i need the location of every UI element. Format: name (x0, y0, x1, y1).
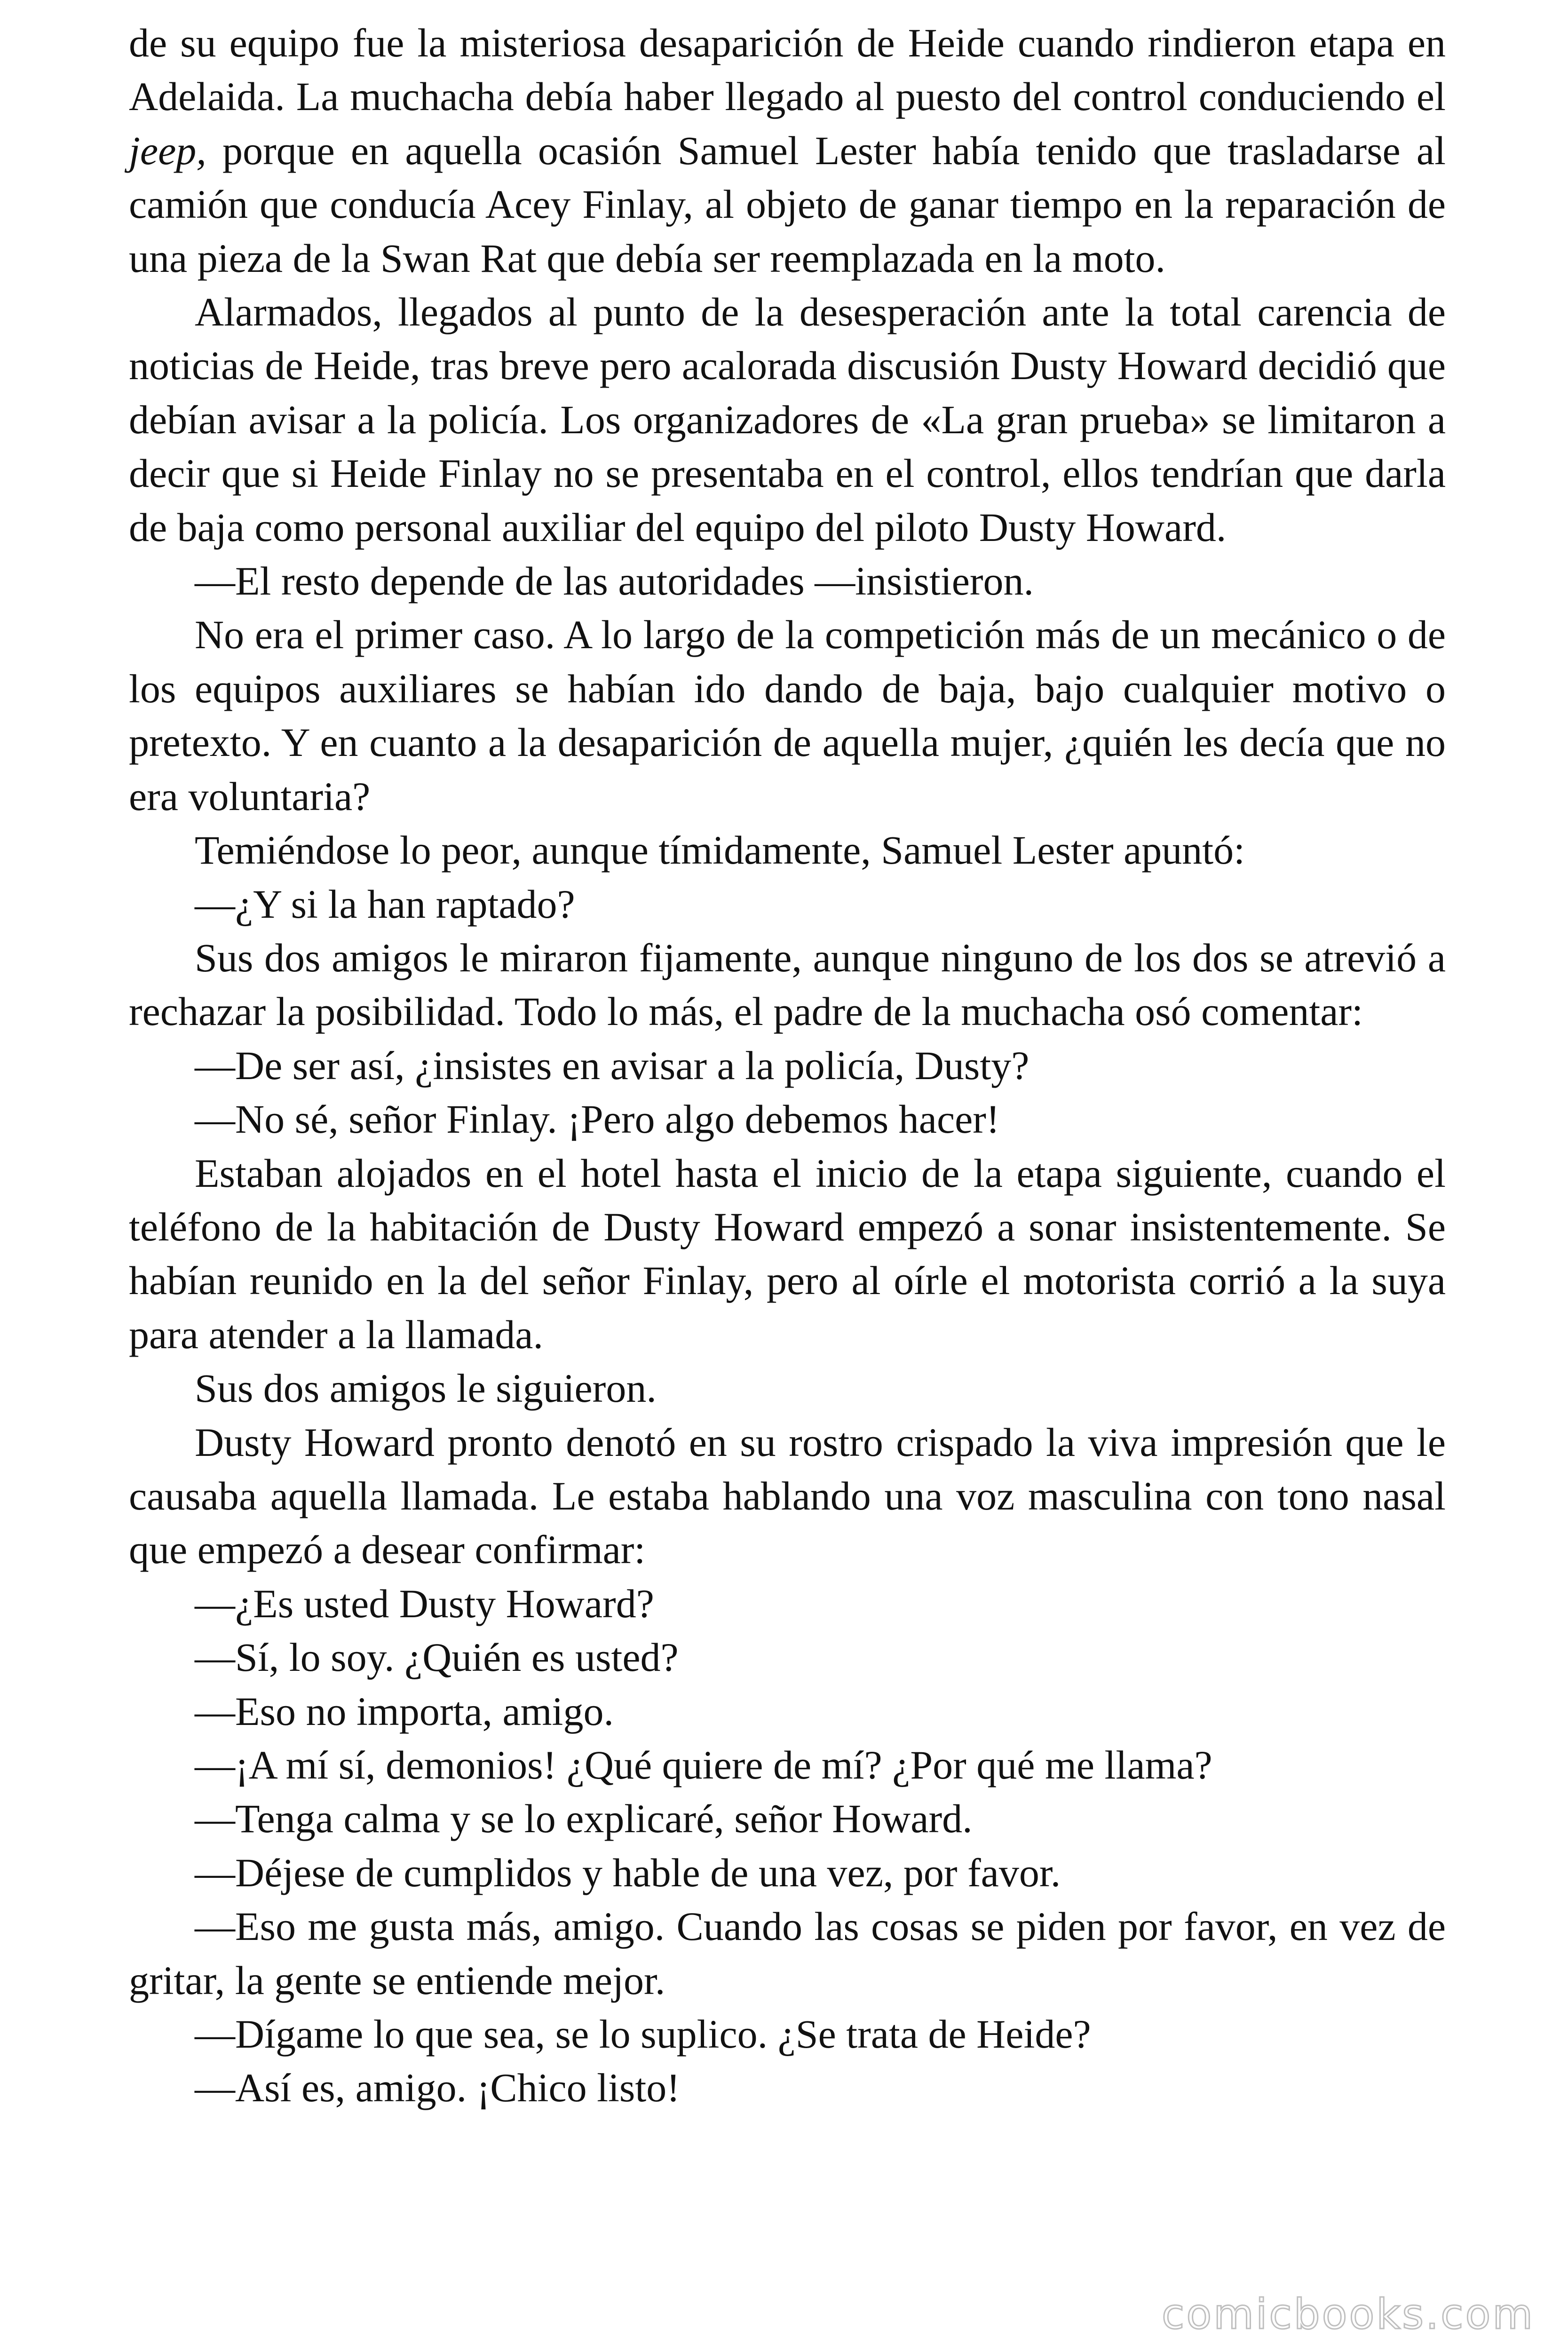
watermark: comicbooks.com (1162, 2290, 1535, 2338)
dialogue-line: —¡A mí sí, demonios! ¿Qué quiere de mí? ¿Por qué me llama? (195, 1742, 1212, 1788)
jeep-italic: jeep, (129, 127, 206, 173)
paragraph-2: Alarmados, llegados al punto de la desesperación ante la total carencia de noticias de Heide, tras breve pero acalorada discusión Dusty Howard decidió que debían avisar a la policía. Los organizadores de «La gran prueba» se limitaron a decir que si Heide Finlay no se presentaba en el control, ellos tendrían que darla de baja como personal auxiliar del equipo del piloto Dusty Howard. (129, 289, 1446, 550)
paragraph-1 (129, 16, 1446, 285)
dialogue-line: —Dígame lo que sea, se lo suplico. ¿Se trata de Heide? (195, 2011, 1091, 2057)
paragraph-1-part-b: porque en aquella ocasión Samuel Lester había tenido que trasladarse al camión que conducía Acey Finlay, al objeto de ganar tiempo en la reparación de una pieza de la Swan Rat que debía ser reemplazada en la moto. (129, 127, 1446, 281)
dialogue-line: —Eso no importa, amigo. (195, 1688, 614, 1734)
paragraph-10: Estaban alojados en el hotel hasta el inicio de la etapa siguiente, cuando el teléfono de la habitación de Dusty Howard empezó a sonar insistentemente. Se habían reunido en la del señor Finlay, pero al oírle el motorista corrió a la suya para atender a la llamada. (129, 1150, 1446, 1357)
paragraph-4: No era el primer caso. A lo largo de la competición más de un mecánico o de los equipos auxiliares se habían ido dando de baja, bajo cualquier motivo o pretexto. Y en cuanto a la desaparición de aquella mujer, ¿quién les decía que no era voluntaria? (129, 612, 1446, 819)
dialogue-line: —Así es, amigo. ¡Chico listo! (195, 2065, 680, 2111)
dialogue-line: —Déjese de cumplidos y hable de una vez, por favor. (195, 1850, 1061, 1895)
dialogue-line: —No sé, señor Finlay. ¡Pero algo debemos hacer! (195, 1097, 1000, 1142)
dialogue-line: —El resto depende de las autoridades —insistieron. (195, 558, 1034, 604)
paragraph-11: Sus dos amigos le siguieron. (195, 1366, 657, 1411)
dialogue-line: —De ser así, ¿insistes en avisar a la policía, Dusty? (195, 1042, 1029, 1088)
book-page (129, 16, 1446, 2115)
dialogue-line: —Sí, lo soy. ¿Quién es usted? (195, 1635, 679, 1680)
dialogue-line: —Tenga calma y se lo explicaré, señor Howard. (195, 1796, 973, 1842)
dialogue-line: —Eso me gusta más, amigo. Cuando las cosas se piden por favor, en vez de gritar, la gente se entiende mejor. (129, 1904, 1446, 2003)
paragraph-12: Dusty Howard pronto denotó en su rostro crispado la viva impresión que le causaba aquella llamada. Le estaba hablando una voz masculina con tono nasal que empezó a desear confirmar: (129, 1419, 1446, 1573)
dialogue-line: —¿Es usted Dusty Howard? (195, 1581, 654, 1626)
dialogue-line: —¿Y si la han raptado? (195, 881, 575, 927)
paragraph-1-part-a: de su equipo fue la misteriosa desaparición de Heide cuando rindieron etapa en Adelaida. La muchacha debía haber llegado al puesto del control conduciendo el (129, 20, 1446, 119)
paragraph-7: Sus dos amigos le miraron fijamente, aunque ninguno de los dos se atrevió a rechazar la posibilidad. Todo lo más, el padre de la muchacha osó comentar: (129, 935, 1446, 1034)
paragraph-5: Temiéndose lo peor, aunque tímidamente, Samuel Lester apuntó: (195, 827, 1245, 873)
